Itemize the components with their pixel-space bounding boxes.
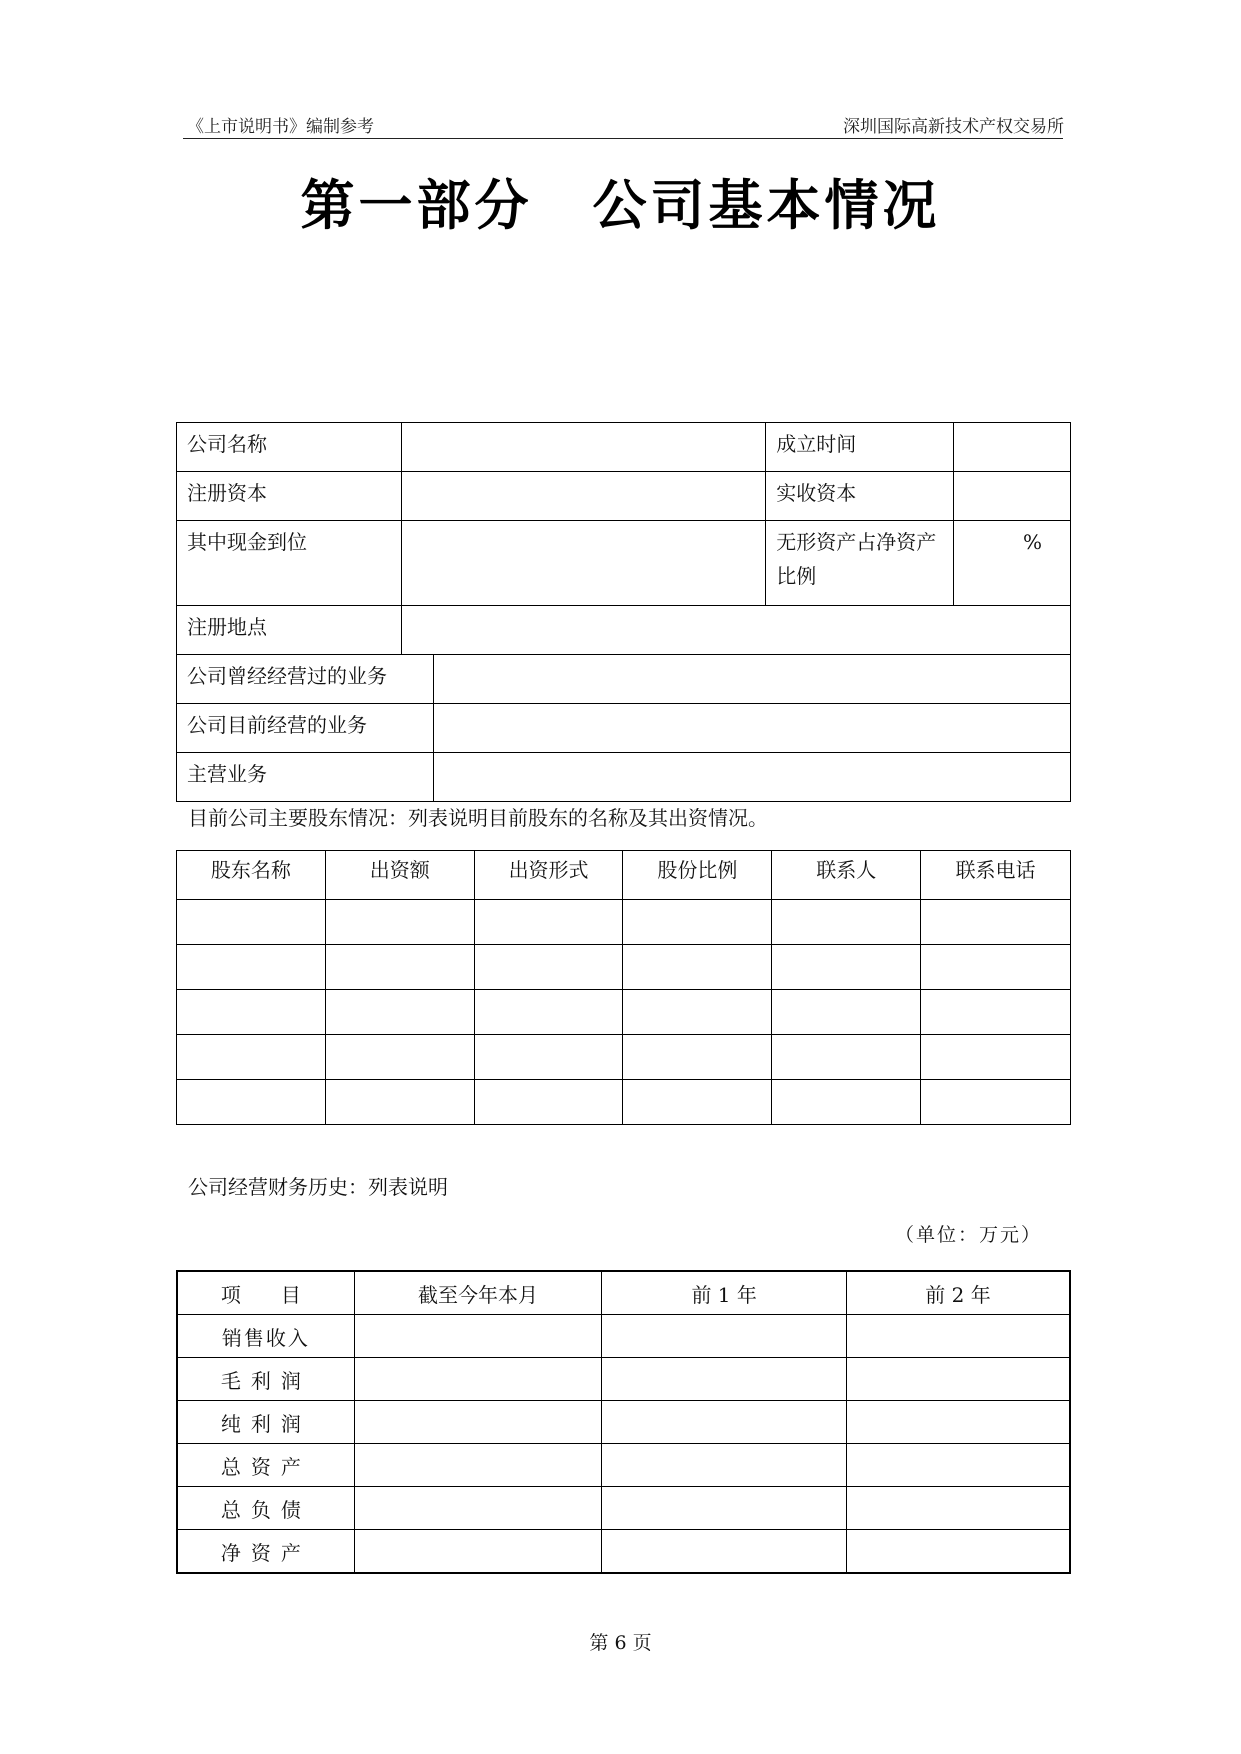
table-cell[interactable] (623, 1080, 772, 1125)
header-rule (183, 138, 1063, 139)
page-number: 第 6 页 (589, 1632, 652, 1654)
table-cell[interactable] (354, 1530, 602, 1574)
header-contribution-form: 出资形式 (474, 851, 623, 900)
table-cell[interactable] (846, 1315, 1070, 1358)
table-cell[interactable] (177, 990, 326, 1035)
header-prev-2-year: 前 2 年 (846, 1271, 1070, 1315)
table-cell[interactable] (325, 990, 474, 1035)
table-cell[interactable] (921, 945, 1071, 990)
label-past-business: 公司曾经经营过的业务 (177, 655, 434, 704)
table-row (177, 900, 1071, 945)
label-founded: 成立时间 (766, 423, 954, 472)
table-cell[interactable] (602, 1401, 847, 1444)
table-cell[interactable] (846, 1487, 1070, 1530)
table-cell[interactable] (474, 1035, 623, 1080)
percent-sign: % (1022, 530, 1042, 554)
table-cell[interactable] (354, 1401, 602, 1444)
table-cell[interactable] (846, 1401, 1070, 1444)
table-cell[interactable] (921, 1035, 1071, 1080)
table-cell[interactable] (354, 1358, 602, 1401)
shareholders-note: 目前公司主要股东情况：列表说明目前股东的名称及其出资情况。 (188, 806, 768, 830)
row-label-total-assets: 总资产 (177, 1444, 354, 1487)
header-prev-1-year: 前 1 年 (602, 1271, 847, 1315)
label-paid-capital: 实收资本 (766, 472, 954, 521)
label-main-business: 主营业务 (177, 753, 434, 802)
field-company-name[interactable] (401, 423, 766, 472)
unit-note: （单位：万元） (895, 1224, 1043, 1246)
table-row (177, 1080, 1071, 1125)
table-row (177, 945, 1071, 990)
table-row (177, 1401, 1070, 1444)
table-cell[interactable] (325, 1080, 474, 1125)
label-current-business: 公司目前经营的业务 (177, 704, 434, 753)
table-cell[interactable] (623, 990, 772, 1035)
table-cell[interactable] (354, 1315, 602, 1358)
finance-history-note: 公司经营财务历史：列表说明 (188, 1175, 448, 1199)
header-current-year: 截至今年本月 (354, 1271, 602, 1315)
table-cell[interactable] (623, 945, 772, 990)
table-cell[interactable] (846, 1358, 1070, 1401)
table-cell[interactable] (921, 900, 1071, 945)
table-cell[interactable] (474, 945, 623, 990)
row-label-sales-revenue: 销售收入 (177, 1315, 354, 1358)
table-cell[interactable] (177, 1035, 326, 1080)
field-past-business[interactable] (433, 655, 1070, 704)
table-cell[interactable] (177, 945, 326, 990)
table-cell[interactable] (602, 1487, 847, 1530)
table-cell[interactable] (602, 1530, 847, 1574)
table-cell[interactable] (354, 1487, 602, 1530)
field-intangible-ratio[interactable] (954, 521, 1071, 606)
table-cell[interactable] (846, 1444, 1070, 1487)
row-label-gross-profit: 毛利润 (177, 1358, 354, 1401)
table-cell[interactable] (772, 945, 921, 990)
table-row (177, 1444, 1070, 1487)
shareholders-table (176, 850, 1071, 1125)
header-contact-person: 联系人 (772, 851, 921, 900)
table-cell[interactable] (623, 900, 772, 945)
table-cell[interactable] (474, 990, 623, 1035)
table-cell[interactable] (602, 1315, 847, 1358)
header-left-title: 《上市说明书》编制参考 (187, 117, 374, 137)
title-part-number: 第一部分 (300, 174, 533, 237)
table-cell[interactable] (325, 900, 474, 945)
table-cell[interactable] (354, 1444, 602, 1487)
label-intangible-ratio: 无形资产占净资产比例 (766, 521, 954, 606)
table-row (177, 1487, 1070, 1530)
table-cell[interactable] (846, 1530, 1070, 1574)
table-cell[interactable] (772, 900, 921, 945)
header-contribution-amount: 出资额 (325, 851, 474, 900)
table-cell[interactable] (623, 1035, 772, 1080)
table-cell[interactable] (772, 990, 921, 1035)
table-cell[interactable] (474, 1080, 623, 1125)
label-company-name: 公司名称 (177, 423, 402, 472)
table-cell[interactable] (177, 900, 326, 945)
page-title (0, 163, 1241, 240)
table-row (177, 1035, 1071, 1080)
table-row (177, 1358, 1070, 1401)
title-part-name: 公司基本情况 (592, 174, 941, 237)
label-cash-in-place: 其中现金到位 (177, 521, 402, 606)
header-item: 项 目 (177, 1271, 354, 1315)
header-share-ratio: 股份比例 (623, 851, 772, 900)
table-cell[interactable] (325, 945, 474, 990)
row-label-total-liabilities: 总负债 (177, 1487, 354, 1530)
field-registered-address[interactable] (401, 606, 1070, 655)
header-shareholder-name: 股东名称 (177, 851, 326, 900)
row-label-net-assets: 净资产 (177, 1530, 354, 1574)
field-main-business[interactable] (433, 753, 1070, 802)
field-founded[interactable] (954, 423, 1071, 472)
table-row (177, 990, 1071, 1035)
table-row (177, 1530, 1070, 1574)
table-cell[interactable] (474, 900, 623, 945)
table-cell[interactable] (325, 1035, 474, 1080)
table-row (177, 1315, 1070, 1358)
field-current-business[interactable] (433, 704, 1070, 753)
field-cash-in-place[interactable] (401, 521, 766, 606)
finance-history-table (176, 1270, 1071, 1574)
table-cell[interactable] (921, 990, 1071, 1035)
company-info-table (176, 422, 1071, 802)
table-cell[interactable] (772, 1080, 921, 1125)
table-cell[interactable] (602, 1358, 847, 1401)
label-registered-address: 注册地点 (177, 606, 402, 655)
table-cell[interactable] (921, 1080, 1071, 1125)
label-registered-capital: 注册资本 (177, 472, 402, 521)
field-paid-capital[interactable] (954, 472, 1071, 521)
row-label-net-profit: 纯利润 (177, 1401, 354, 1444)
table-cell[interactable] (177, 1080, 326, 1125)
table-cell[interactable] (602, 1444, 847, 1487)
table-cell[interactable] (772, 1035, 921, 1080)
field-registered-capital[interactable] (401, 472, 766, 521)
header-right-org: 深圳国际高新技术产权交易所 (843, 117, 1064, 137)
header-contact-phone: 联系电话 (921, 851, 1071, 900)
